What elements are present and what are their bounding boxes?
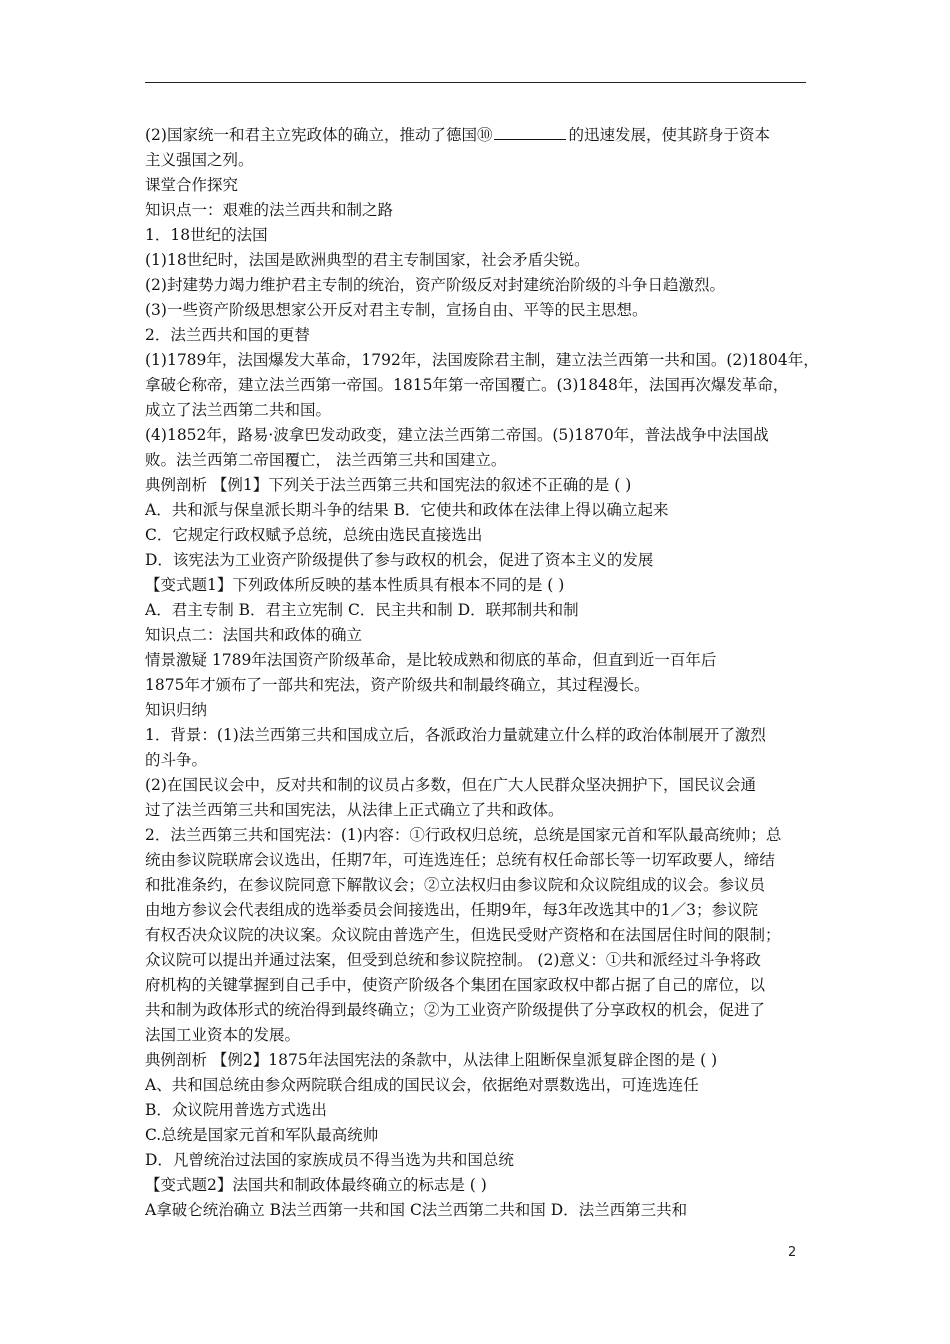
text-line: 共和制为政体形式的统治得到最终确立；②为工业资产阶级提供了分享政权的机会，促进了: [145, 1001, 766, 1019]
question-line: 典例剖析 【例2】1875年法国宪法的条款中，从法律上阻断保皇派复辟企图的是 ( ): [145, 1051, 718, 1069]
option-line: B．众议院用普选方式选出: [145, 1101, 327, 1119]
text-line: 统由参议院联席会议选出，任期7年，可连选连任；总统有权任命部长等一切军政要人，缔结: [145, 851, 775, 869]
option-line: C．它规定行政权赋予总统，总统由选民直接选出: [145, 526, 483, 544]
section-heading: 课堂合作探究: [145, 176, 239, 194]
page-number: 2: [788, 1245, 797, 1260]
question-line: 【变式题1】下列政体所反映的基本性质具有根本不同的是 ( ): [145, 576, 565, 594]
header-rule: [145, 82, 806, 83]
section-heading: 知识点一：艰难的法兰西共和制之路: [145, 201, 394, 219]
text-line: 1．背景：(1)法兰西第三共和国成立后，各派政治力量就建立什么样的政治体制展开了激烈: [145, 726, 766, 744]
text-line: 主义强国之列。: [145, 151, 254, 169]
section-heading: 知识点二：法国共和政体的确立: [145, 626, 363, 644]
document-body: [145, 123, 819, 1223]
text-line: 1875年才颁布了一部共和宪法，资产阶级共和制最终确立，其过程漫长。: [145, 676, 650, 694]
option-line: C.总统是国家元首和军队最高统帅: [145, 1126, 379, 1144]
option-line: D．凡曾统治过法国的家族成员不得当选为共和国总统: [145, 1151, 514, 1169]
text-line: (3)一些资产阶级思想家公开反对君主专制，宣扬自由、平等的民主思想。: [145, 301, 648, 319]
text-line: (2)国家统一和君主立宪政体的确立，推动了德国⑩ 的迅速发展，使其跻身于资本: [145, 126, 770, 144]
text-line: 和批准条约，在参议院同意下解散议会；②立法权归由参议院和众议院组成的议会。参议员: [145, 876, 766, 894]
question-line: 典例剖析 【例1】下列关于法兰西第三共和国宪法的叙述不正确的是 ( ): [145, 476, 632, 494]
text-line: 2．法兰西第三共和国宪法：(1)内容：①行政权归总统，总统是国家元首和军队最高统帅；总: [145, 826, 782, 844]
text-line: (1)18世纪时，法国是欧洲典型的君主专制国家，社会矛盾尖锐。: [145, 251, 590, 269]
text-line: 的斗争。: [145, 751, 208, 769]
text-line: 过了法兰西第三共和国宪法，从法律上正式确立了共和政体。: [145, 801, 564, 819]
text-line: 由地方参议会代表组成的选举委员会间接选出，任期9年，每3年改选其中的1／3；参议院: [145, 901, 758, 919]
text-line: 成立了法兰西第二共和国。: [145, 401, 332, 419]
question-line: 【变式题2】法国共和制政体最终确立的标志是 ( ): [145, 1176, 487, 1194]
fill-in-blank: [494, 124, 566, 140]
text-line: 法国工业资本的发展。: [145, 1026, 301, 1044]
text-line: 府机构的关键掌握到自己手中，使资产阶级各个集团在国家政权中都占据了自己的席位，以: [145, 976, 766, 994]
text-line: 众议院可以提出并通过法案，但受到总统和参议院控制。 (2)意义：①共和派经过斗争将政: [145, 951, 761, 969]
text-line: 情景激疑 1789年法国资产阶级革命，是比较成熟和彻底的革命，但直到近一百年后: [145, 651, 717, 669]
option-line: A拿破仑统治确立 B法兰西第一共和国 C法兰西第二共和国 D．法兰西第三共和: [145, 1201, 688, 1219]
option-line: D．该宪法为工业资产阶级提供了参与政权的机会，促进了资本主义的发展: [145, 551, 654, 569]
text-line: (4)1852年，路易·波拿巴发动政变，建立法兰西第二帝国。(5)1870年，普法战争中法国战: [145, 426, 769, 444]
option-line: A．君主专制 B．君主立宪制 C．民主共和制 D．联邦制共和制: [145, 601, 579, 619]
option-line: A．共和派与保皇派长期斗争的结果 B．它使共和政体在法律上得以确立起来: [145, 501, 669, 519]
section-heading: 知识归纳: [145, 701, 208, 719]
text-line: 1．18世纪的法国: [145, 226, 268, 244]
text-line: 败。法兰西第二帝国覆亡， 法兰西第三共和国建立。: [145, 451, 507, 469]
option-line: A、共和国总统由参众两院联合组成的国民议会，依据绝对票数选出，可连选连任: [145, 1076, 699, 1094]
text-line: (2)在国民议会中，反对共和制的议员占多数，但在广大人民群众坚决拥护下，国民议会通: [145, 776, 756, 794]
text-line: (2)封建势力竭力维护君主专制的统治，资产阶级反对封建统治阶级的斗争日趋激烈。: [145, 276, 725, 294]
text-line: 2．法兰西共和国的更替: [145, 326, 310, 344]
text-line: 拿破仑称帝，建立法兰西第一帝国。1815年第一帝国覆亡。(3)1848年，法国再次爆发革命，: [145, 376, 789, 394]
text-line: (1)1789年，法国爆发大革命，1792年，法国废除君主制，建立法兰西第一共和国。(2)1804年，: [145, 351, 819, 369]
text-line: 有权否决众议院的决议案。众议院由普选产生，但选民受财产资格和在法国居住时间的限制；: [145, 926, 781, 944]
